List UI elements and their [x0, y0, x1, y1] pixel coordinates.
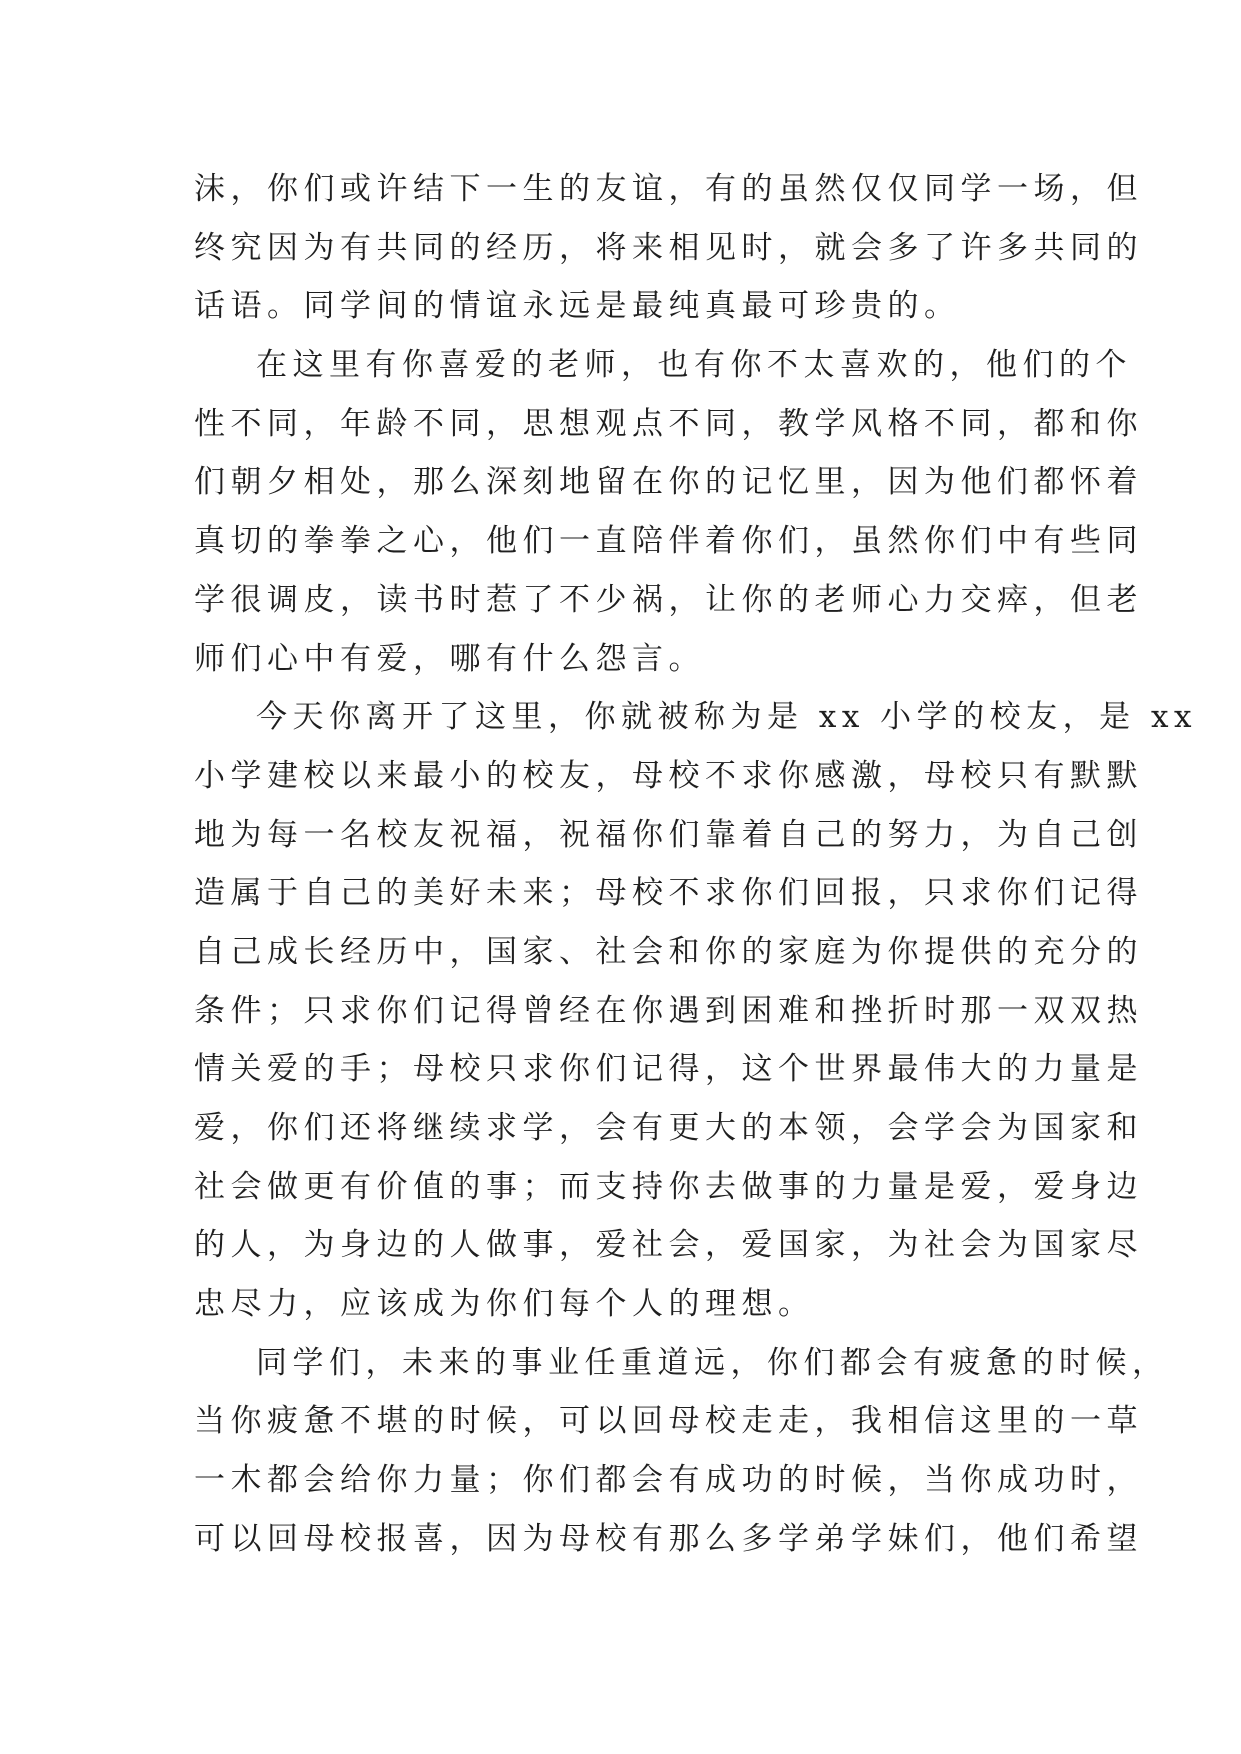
text-line: 学很调皮，读书时惹了不少祸，让你的老师心力交瘁，但老 — [194, 581, 1143, 618]
text-line: 当你疲惫不堪的时候，可以回母校走走，我相信这里的一草 — [194, 1403, 1143, 1440]
text-line: 条件；只求你们记得曾经在你遇到困难和挫折时那一双双热 — [194, 992, 1143, 1029]
text-line: 忠尽力，应该成为你们每个人的理想。 — [194, 1286, 815, 1323]
paragraph-first-line: 在这里有你喜爱的老师，也有你不太喜欢的，他们的个 — [256, 347, 1132, 384]
paragraph-first-line: 今天你离开了这里，你就被称为是 xx 小学的校友，是 xx — [256, 699, 1197, 736]
text-line: 真切的拳拳之心，他们一直陪伴着你们，虽然你们中有些同 — [194, 523, 1143, 560]
text-line: 们朝夕相处，那么深刻地留在你的记忆里，因为他们都怀着 — [194, 464, 1143, 501]
paragraph-first-line: 同学们，未来的事业任重道远，你们都会有疲惫的时候， — [256, 1344, 1169, 1381]
text-line: 性不同，年龄不同，思想观点不同，教学风格不同，都和你 — [194, 405, 1143, 442]
text-line: 爱，你们还将继续求学，会有更大的本领，会学会为国家和 — [194, 1110, 1143, 1146]
text-line: 话语。同学间的情谊永远是最纯真最可珍贵的。 — [194, 288, 961, 325]
text-line: 自己成长经历中，国家、社会和你的家庭为你提供的充分的 — [194, 933, 1143, 970]
text-line: 的人，为身边的人做事，爱社会，爱国家，为社会为国家尽 — [194, 1227, 1143, 1264]
text-line: 一木都会给你力量；你们都会有成功的时候，当你成功时， — [194, 1462, 1143, 1499]
text-line: 情关爱的手；母校只求你们记得，这个世界最伟大的力量是 — [194, 1051, 1143, 1088]
document-body — [194, 160, 1197, 1569]
text-line: 小学建校以来最小的校友，母校不求你感激，母校只有默默 — [194, 757, 1143, 794]
text-line: 可以回母校报喜，因为母校有那么多学弟学妹们，他们希望 — [194, 1520, 1143, 1557]
text-line: 造属于自己的美好未来；母校不求你们回报，只求你们记得 — [194, 875, 1143, 912]
text-line: 沫，你们或许结下一生的友谊，有的虽然仅仅同学一场，但 — [194, 171, 1143, 207]
text-line: 师们心中有爱，哪有什么怨言。 — [194, 640, 705, 677]
text-line: 社会做更有价值的事；而支持你去做事的力量是爱，爱身边 — [194, 1168, 1143, 1205]
text-line: 终究因为有共同的经历，将来相见时，就会多了许多共同的 — [194, 229, 1143, 266]
text-line: 地为每一名校友祝福，祝福你们靠着自己的努力，为自己创 — [194, 816, 1143, 853]
